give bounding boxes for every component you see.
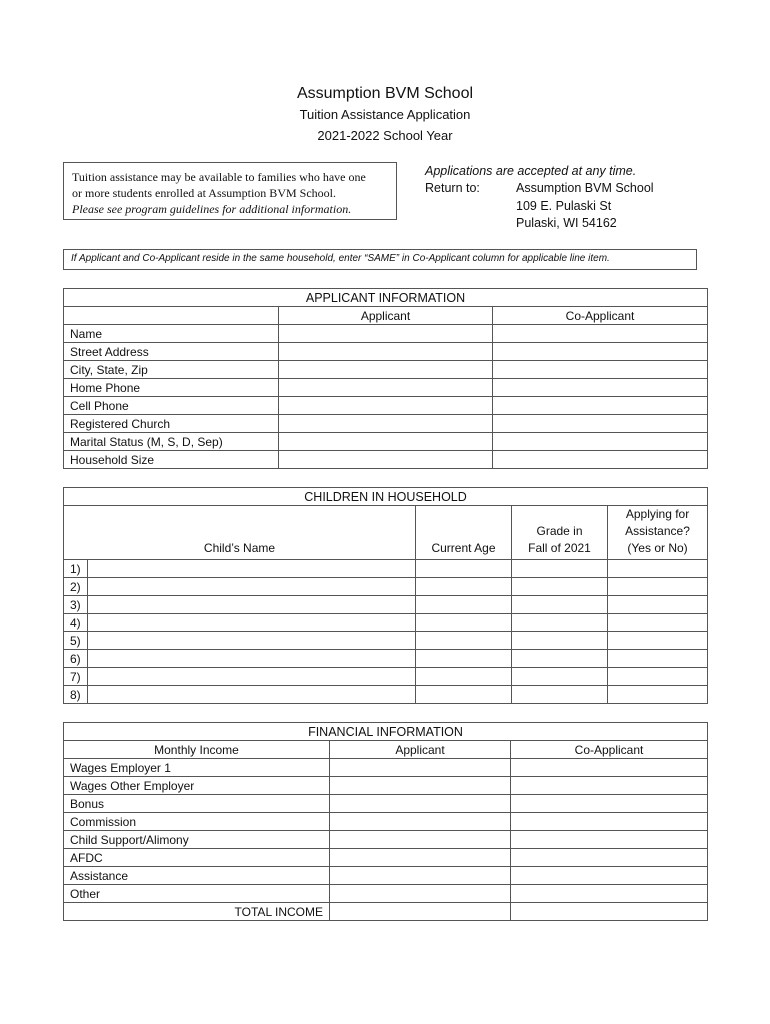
coapplicant-field[interactable]	[493, 415, 708, 433]
applying-header-line: (Yes or No)	[627, 541, 688, 555]
coapplicant-income-field[interactable]	[511, 759, 708, 777]
child-grade-field[interactable]	[512, 614, 608, 632]
financial-information-table	[63, 722, 708, 921]
column-header-current-age: Current Age	[416, 506, 512, 560]
child-age-field[interactable]	[416, 560, 512, 578]
coapplicant-income-field[interactable]	[511, 813, 708, 831]
child-name-field[interactable]	[88, 650, 416, 668]
column-header-applicant: Applicant	[279, 307, 493, 325]
applicant-income-field[interactable]	[330, 849, 511, 867]
applicant-field[interactable]	[279, 379, 493, 397]
child-age-field[interactable]	[416, 596, 512, 614]
row-label: Home Phone	[64, 379, 279, 397]
child-row-number: 5)	[64, 632, 88, 650]
return-address-line: Assumption BVM School	[516, 181, 654, 195]
row-label: Name	[64, 325, 279, 343]
applicant-income-field[interactable]	[330, 777, 511, 795]
row-label: Cell Phone	[64, 397, 279, 415]
child-row-number: 7)	[64, 668, 88, 686]
coapplicant-field[interactable]	[493, 397, 708, 415]
applicant-income-field[interactable]	[330, 795, 511, 813]
child-grade-field[interactable]	[512, 596, 608, 614]
applying-header-line: Assistance?	[625, 524, 690, 538]
coapplicant-field[interactable]	[493, 379, 708, 397]
applications-accepted-note: Applications are accepted at any time.	[425, 164, 637, 178]
applicant-field[interactable]	[279, 343, 493, 361]
row-label: City, State, Zip	[64, 361, 279, 379]
return-address-line: 109 E. Pulaski St	[516, 199, 612, 213]
section-title: FINANCIAL INFORMATION	[64, 723, 708, 741]
child-applying-field[interactable]	[608, 614, 708, 632]
coapplicant-income-field[interactable]	[511, 777, 708, 795]
child-grade-field[interactable]	[512, 578, 608, 596]
total-income-label: TOTAL INCOME	[64, 903, 330, 921]
child-applying-field[interactable]	[608, 578, 708, 596]
applicant-field[interactable]	[279, 433, 493, 451]
applicant-field[interactable]	[279, 397, 493, 415]
child-applying-field[interactable]	[608, 596, 708, 614]
child-age-field[interactable]	[416, 578, 512, 596]
applicant-income-field[interactable]	[330, 867, 511, 885]
row-label: Marital Status (M, S, D, Sep)	[64, 433, 279, 451]
school-title: Assumption BVM School	[296, 85, 474, 102]
income-row-label: Bonus	[64, 795, 330, 813]
coapplicant-field[interactable]	[493, 433, 708, 451]
child-applying-field[interactable]	[608, 560, 708, 578]
return-address-line: Pulaski, WI 54162	[516, 216, 617, 230]
child-row-number: 6)	[64, 650, 88, 668]
coapplicant-field[interactable]	[493, 361, 708, 379]
column-header-child-name: Child’s Name	[64, 506, 416, 560]
row-label: Registered Church	[64, 415, 279, 433]
child-applying-field[interactable]	[608, 686, 708, 704]
applicant-income-field[interactable]	[330, 813, 511, 831]
child-name-field[interactable]	[88, 686, 416, 704]
return-to-label: Return to:	[425, 181, 480, 195]
income-row-label: Wages Employer 1	[64, 759, 330, 777]
income-row-label: Commission	[64, 813, 330, 831]
applicant-income-field[interactable]	[330, 831, 511, 849]
column-header-grade	[512, 506, 608, 560]
child-row-number: 8)	[64, 686, 88, 704]
income-row-label: Assistance	[64, 867, 330, 885]
coapplicant-total-field[interactable]	[511, 903, 708, 921]
income-row-label: AFDC	[64, 849, 330, 867]
school-year: 2021-2022 School Year	[317, 128, 453, 143]
applicant-field[interactable]	[279, 361, 493, 379]
column-header-applicant: Applicant	[330, 741, 511, 759]
coapplicant-income-field[interactable]	[511, 885, 708, 903]
income-row-label: Wages Other Employer	[64, 777, 330, 795]
form-title: Tuition Assistance Application	[299, 107, 471, 122]
child-grade-field[interactable]	[512, 668, 608, 686]
child-applying-field[interactable]	[608, 632, 708, 650]
child-name-field[interactable]	[88, 578, 416, 596]
child-name-field[interactable]	[88, 560, 416, 578]
child-row-number: 3)	[64, 596, 88, 614]
child-applying-field[interactable]	[608, 650, 708, 668]
grade-header-line: Grade in	[536, 524, 583, 538]
child-row-number: 4)	[64, 614, 88, 632]
child-applying-field[interactable]	[608, 668, 708, 686]
child-grade-field[interactable]	[512, 560, 608, 578]
coapplicant-income-field[interactable]	[511, 867, 708, 885]
child-age-field[interactable]	[416, 650, 512, 668]
child-age-field[interactable]	[416, 632, 512, 650]
notice-line-3: Please see program guidelines for additional information.	[72, 202, 352, 216]
child-name-field[interactable]	[88, 668, 416, 686]
assistance-notice-box	[63, 162, 397, 220]
label-header-blank	[64, 307, 279, 325]
column-header-coapplicant: Co-Applicant	[511, 741, 708, 759]
child-age-field[interactable]	[416, 668, 512, 686]
applicant-total-field[interactable]	[330, 903, 511, 921]
section-title: APPLICANT INFORMATION	[64, 289, 708, 307]
same-household-note: If Applicant and Co-Applicant reside in the same household, enter “SAME” in Co-Applicant column for applicable line item.	[63, 249, 697, 270]
child-name-field[interactable]	[88, 632, 416, 650]
applicant-income-field[interactable]	[330, 759, 511, 777]
coapplicant-income-field[interactable]	[511, 849, 708, 867]
coapplicant-field[interactable]	[493, 325, 708, 343]
coapplicant-income-field[interactable]	[511, 831, 708, 849]
children-in-household-table	[63, 487, 708, 704]
child-row-number: 2)	[64, 578, 88, 596]
row-label: Household Size	[64, 451, 279, 469]
notice-line-2: or more students enrolled at Assumption BVM School.	[72, 186, 336, 200]
child-grade-field[interactable]	[512, 650, 608, 668]
applicant-field[interactable]	[279, 415, 493, 433]
notice-line-1: Tuition assistance may be available to families who have one	[72, 170, 366, 184]
coapplicant-field[interactable]	[493, 451, 708, 469]
coapplicant-field[interactable]	[493, 343, 708, 361]
child-age-field[interactable]	[416, 614, 512, 632]
applicant-income-field[interactable]	[330, 885, 511, 903]
column-header-coapplicant: Co-Applicant	[493, 307, 708, 325]
row-label: Street Address	[64, 343, 279, 361]
child-grade-field[interactable]	[512, 686, 608, 704]
child-row-number: 1)	[64, 560, 88, 578]
applicant-information-table	[63, 288, 708, 469]
applicant-field[interactable]	[279, 451, 493, 469]
applying-header-line: Applying for	[625, 507, 690, 521]
column-header-applying	[608, 506, 708, 560]
section-title: CHILDREN IN HOUSEHOLD	[64, 488, 708, 506]
child-grade-field[interactable]	[512, 632, 608, 650]
column-header-monthly-income: Monthly Income	[64, 741, 330, 759]
grade-header-line: Fall of 2021	[528, 541, 591, 555]
coapplicant-income-field[interactable]	[511, 795, 708, 813]
child-name-field[interactable]	[88, 596, 416, 614]
income-row-label: Child Support/Alimony	[64, 831, 330, 849]
income-row-label: Other	[64, 885, 330, 903]
child-age-field[interactable]	[416, 686, 512, 704]
applicant-field[interactable]	[279, 325, 493, 343]
child-name-field[interactable]	[88, 614, 416, 632]
